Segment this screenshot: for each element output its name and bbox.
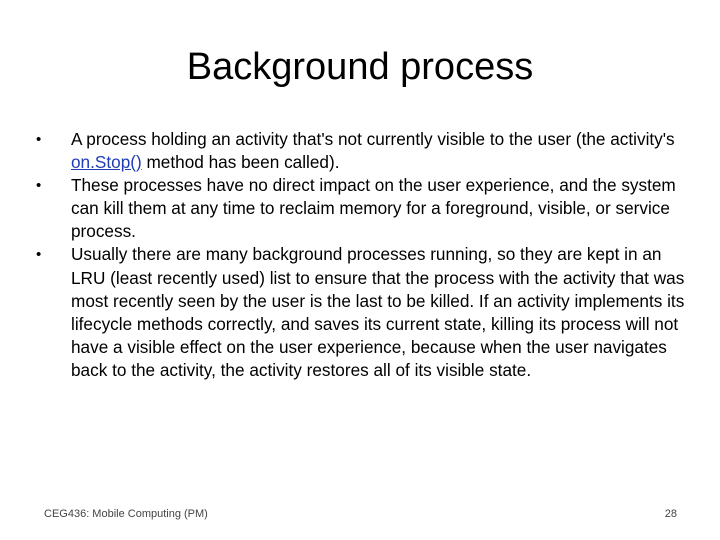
bullet-icon: •	[36, 131, 42, 148]
footer-course: CEG436: Mobile Computing (PM)	[44, 508, 208, 520]
bullet-icon: •	[36, 177, 42, 195]
bullet-text-1-before: A process holding an activity that's not currently visible to the user (the activity's	[71, 129, 675, 149]
bullet-text-2: These processes have no direct impact on the user experience, and the system can kill them at any time to reclaim memory for a foreground, visible, or service process.	[71, 175, 676, 242]
bullet-item-2	[36, 174, 686, 243]
bullet-text-3: Usually there are many background processes running, so they are kept in an LRU (least recently used) list to ensure that the process with the activity that was most recently seen by the user is the last to be killed. If an activity implements its lifecycle methods correctly, and saves its current state, killing its process will not have a visible effect on the user experience, because when the user navigates back to the activity, the activity restores all of its visible state.	[71, 244, 685, 380]
onstop-link[interactable]: on.Stop()	[71, 152, 142, 173]
bullet-list	[36, 128, 686, 382]
slide-title: Background process	[186, 46, 534, 88]
bullet-text-1-after: method has been called).	[141, 152, 340, 173]
page-number: 28	[664, 508, 677, 520]
bullet-icon: •	[36, 246, 42, 264]
bullet-item-1	[36, 128, 686, 174]
bullet-item-3	[36, 243, 686, 382]
